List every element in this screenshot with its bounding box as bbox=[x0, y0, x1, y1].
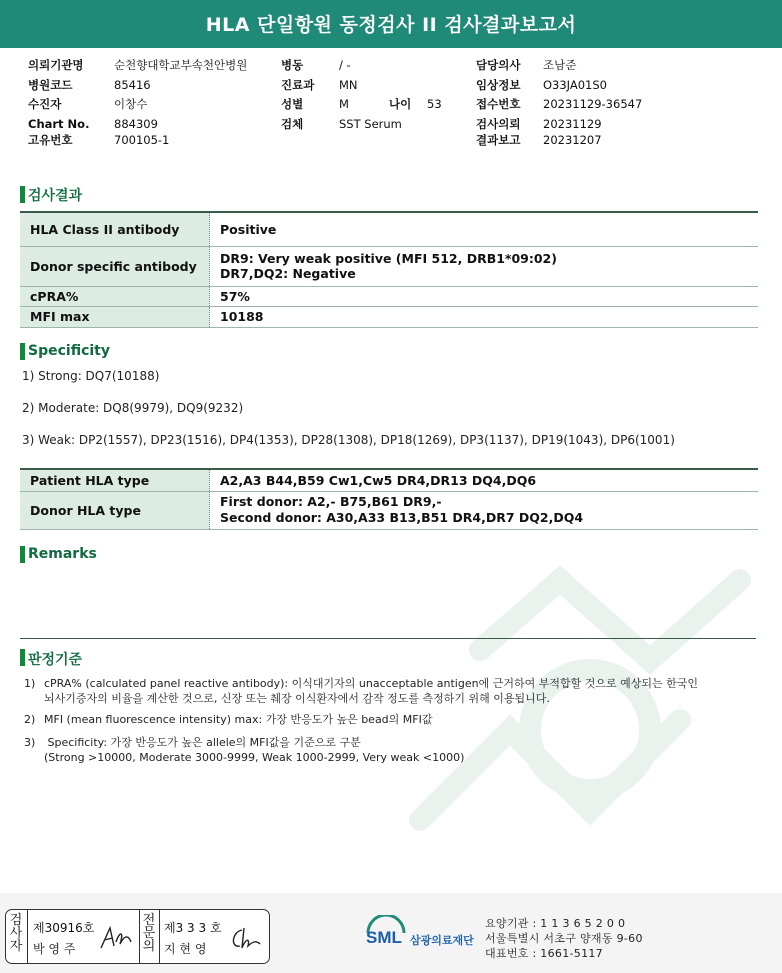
examiner-name: 박 영 주 bbox=[33, 942, 76, 956]
table-row bbox=[20, 286, 758, 306]
criteria-item: 1) cPRA% (calculated panel reactive antibody): 이식대기자의 unacceptable antigen에 근거하여 부적합할 것으로 예상되는 한국인 뇌사기증자의 비율을 계산한 것으로, 신장 또는 췌장 이식환자에서 감작 정도를 측정하기 위해 이용됩니다. bbox=[24, 677, 698, 705]
result-value: 10188 bbox=[210, 306, 759, 327]
result-value: Positive bbox=[210, 212, 759, 246]
result-label: MFI max bbox=[20, 306, 210, 327]
info-row: 병원코드 85416 bbox=[28, 77, 151, 92]
specificity-strong: 1) Strong: DQ7(10188) bbox=[22, 369, 160, 383]
hla-value: A2,A3 B44,B59 Cw1,Cw5 DR4,DR13 DQ4,DQ6 bbox=[210, 469, 759, 491]
sml-logo-text: SML bbox=[366, 928, 402, 947]
info-row: 결과보고 20231207 bbox=[476, 133, 602, 147]
reviewer-signature bbox=[228, 924, 264, 952]
table-row bbox=[20, 469, 758, 491]
info-row: 임상정보 O33JA01S0 bbox=[476, 77, 607, 92]
info-row: 병동 / - bbox=[281, 58, 351, 72]
hla-label: Patient HLA type bbox=[20, 469, 210, 491]
header-mid bbox=[281, 56, 461, 134]
info-row: Chart No. 884309 bbox=[28, 116, 158, 131]
section-marker bbox=[20, 546, 25, 563]
result-value bbox=[210, 246, 759, 286]
hla-value bbox=[210, 491, 759, 529]
reviewer-license: 제3 3 3 호 bbox=[164, 921, 222, 935]
result-label: cPRA% bbox=[20, 286, 210, 306]
first-donor: First donor: A2,- B75,B61 DR9,- bbox=[220, 494, 442, 509]
footer-address-block bbox=[485, 916, 643, 961]
info-row: 검체 SST Serum bbox=[281, 116, 402, 131]
institution-code: 요양기관 : 1 1 3 6 5 2 0 0 bbox=[485, 917, 626, 930]
result-value: 57% bbox=[210, 286, 759, 306]
divider bbox=[27, 910, 28, 963]
criteria-item: 2) MFI (mean fluorescence intensity) max: 가장 반응도가 높은 bead의 MFI값 bbox=[24, 713, 433, 726]
table-row bbox=[20, 491, 758, 529]
info-row: 접수번호 20231129-36547 bbox=[476, 97, 643, 111]
specificity-weak: 3) Weak: DP2(1557), DP23(1516), DP4(1353), DP28(1308), DP18(1269), DP3(1137), DP19(1043), DP6(1001) bbox=[22, 433, 675, 447]
reviewer-label: 전 문 의 bbox=[142, 913, 156, 954]
section-title-results: 검사결과 bbox=[28, 188, 83, 204]
phone: 대표번호 : 1661-5117 bbox=[485, 947, 603, 960]
hla-type-table bbox=[20, 468, 758, 530]
dsa-line-1: DR9: Very weak positive (MFI 512, DRB1*09:02) bbox=[220, 251, 557, 266]
section-title-criteria: 판정기준 bbox=[28, 652, 83, 668]
signature-box bbox=[5, 909, 270, 964]
header-left bbox=[28, 56, 268, 151]
info-row: 의뢰기관명 순천향대학교부속천안병원 bbox=[28, 58, 248, 72]
table-row bbox=[20, 246, 758, 286]
result-label: Donor specific antibody bbox=[20, 246, 210, 286]
examiner-signature bbox=[98, 924, 134, 952]
reviewer-name: 지 현 영 bbox=[164, 942, 207, 956]
section-title-remarks: Remarks bbox=[28, 546, 97, 562]
report-title: HLA 단일항원 동정검사 II 검사결과보고서 bbox=[0, 0, 782, 48]
org-name: 삼광의료재단 bbox=[410, 934, 474, 947]
result-label: HLA Class II antibody bbox=[20, 212, 210, 246]
header-right bbox=[476, 56, 756, 151]
criteria-item: 3) Specificity: 가장 반응도가 높은 allele의 MFI값을 기준으로 구분 (Strong >10000, Moderate 3000-9999, Weak 1000-2999, Very weak <1000) bbox=[24, 736, 465, 764]
info-row: 성별 M 나이 53 bbox=[281, 97, 442, 111]
info-row: 고유번호 700105-1 bbox=[28, 133, 170, 147]
examiner-label: 검 사 자 bbox=[9, 913, 23, 954]
address: 서울특별시 서초구 양재동 9-60 bbox=[485, 932, 643, 945]
divider bbox=[20, 638, 756, 639]
table-row bbox=[20, 212, 758, 246]
divider bbox=[159, 910, 160, 963]
divider bbox=[139, 910, 140, 963]
examiner-license: 제30916호 bbox=[33, 921, 95, 935]
info-row: 담당의사 조남준 bbox=[476, 58, 577, 72]
info-row: 검사의뢰 20231129 bbox=[476, 116, 602, 131]
section-marker bbox=[20, 186, 25, 203]
second-donor: Second donor: A30,A33 B13,B51 DR4,DR7 DQ2,DQ4 bbox=[220, 510, 584, 525]
hla-label: Donor HLA type bbox=[20, 491, 210, 529]
results-table bbox=[20, 211, 758, 328]
info-row: 진료과 MN bbox=[281, 77, 358, 92]
section-title-specificity: Specificity bbox=[28, 343, 110, 359]
info-row: 수진자 이창수 bbox=[28, 97, 148, 111]
dsa-line-2: DR7,DQ2: Negative bbox=[220, 266, 356, 281]
section-marker bbox=[20, 649, 25, 666]
specificity-moderate: 2) Moderate: DQ8(9979), DQ9(9232) bbox=[22, 401, 244, 415]
section-marker bbox=[20, 343, 25, 360]
table-row bbox=[20, 306, 758, 327]
